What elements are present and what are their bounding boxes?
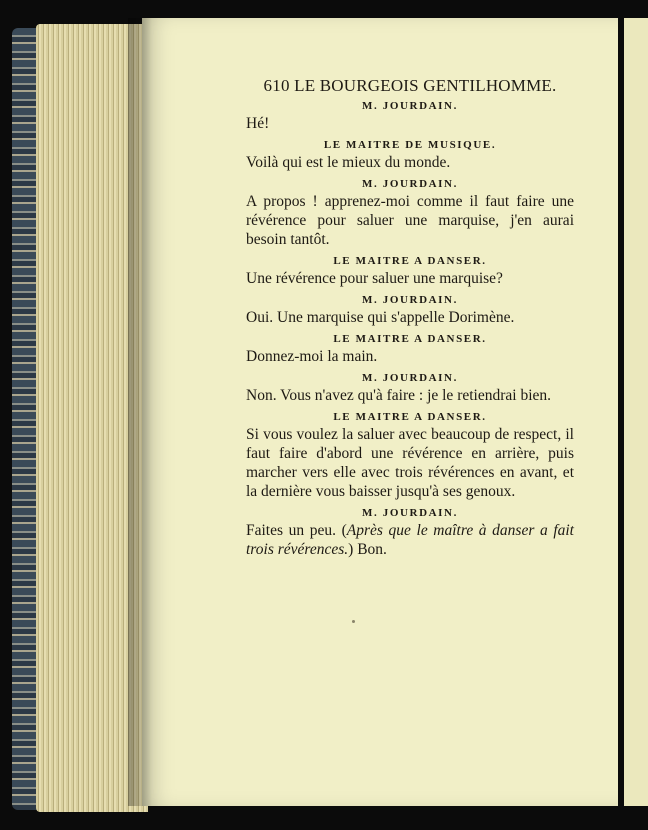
speaker-label: M. JOURDAIN. xyxy=(362,507,458,519)
dialogue-line: Donnez-moi la main. xyxy=(246,348,378,365)
speaker-label: LE MAITRE A DANSER. xyxy=(333,255,487,267)
dialogue-line: Oui. Une marquise qui s'appelle Dorimène. xyxy=(246,309,515,326)
running-head xyxy=(246,76,574,96)
speaker-label: M. JOURDAIN. xyxy=(362,372,458,384)
page-title: LE BOURGEOIS GENTILHOMME. xyxy=(294,76,557,95)
speaker-label: M. JOURDAIN. xyxy=(362,294,458,306)
stage-direction: Après que le maître à danser a fait trois révérences. xyxy=(246,522,574,558)
dialogue-text: Faites un peu. ( xyxy=(246,522,347,539)
dialogue-line: Voilà qui est le mieux du monde. xyxy=(246,154,451,171)
paper-speck xyxy=(352,620,355,623)
dialogue-line: Si vous voulez la saluer avec beaucoup de respect, il faut faire d'abord une révérence en arrière, puis marcher vers elle avec trois révérences en avant, et la dernière vous baisser jusqu'à ses genoux. xyxy=(246,426,574,500)
speaker-label: LE MAITRE A DANSER. xyxy=(333,411,487,423)
dialogue-line: Une révérence pour saluer une marquise? xyxy=(246,270,503,287)
speaker-label: M. JOURDAIN. xyxy=(362,178,458,190)
speaker-label: LE MAITRE A DANSER. xyxy=(333,333,487,345)
page-content xyxy=(246,76,574,565)
dialogue-line xyxy=(246,521,574,559)
facing-page-edge xyxy=(624,18,648,806)
speaker-label: LE MAITRE DE MUSIQUE. xyxy=(323,139,497,151)
book-page xyxy=(142,18,618,806)
dialogue-line: Hé! xyxy=(246,115,270,132)
dialogue-line: Non. Vous n'avez qu'à faire : je le retiendrai bien. xyxy=(246,387,552,404)
dialogue-text: ) Bon. xyxy=(348,541,387,558)
dialogue-line: A propos ! apprenez-moi comme il faut faire une révérence pour saluer une marquise, j'en aurai besoin tantôt. xyxy=(246,193,574,248)
gutter-shadow xyxy=(128,18,152,806)
speaker-label: M. JOURDAIN. xyxy=(362,100,458,112)
page-number: 610 xyxy=(263,76,290,95)
